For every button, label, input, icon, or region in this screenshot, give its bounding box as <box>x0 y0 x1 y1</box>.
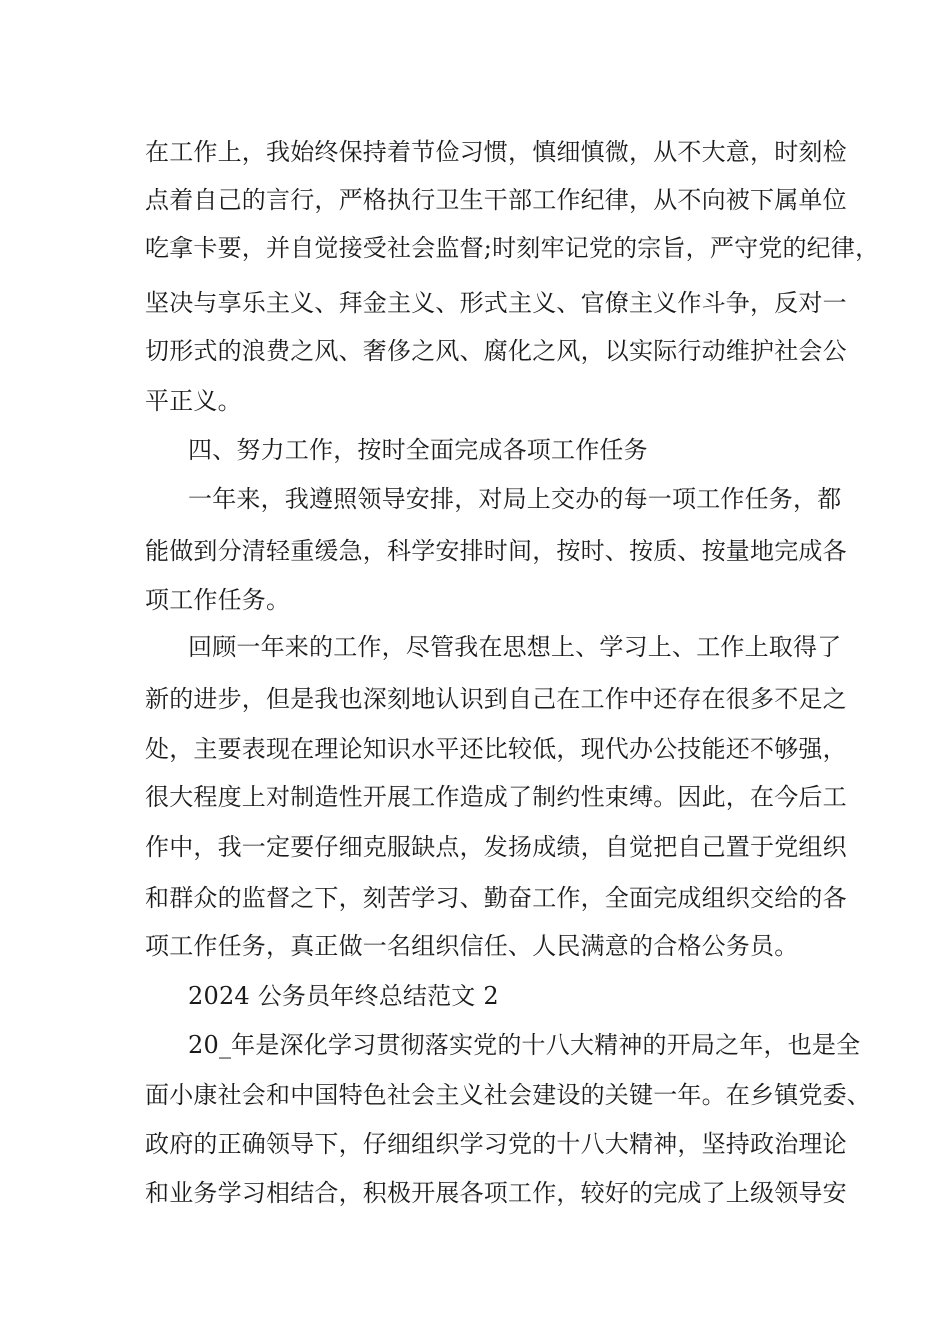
text-line: 和业务学习相结合，积极开展各项工作，较好的完成了上级领导安 <box>145 1179 847 1207</box>
text-line: 20_年是深化学习贯彻落实党的十八大精神的开局之年，也是全 <box>188 1031 861 1059</box>
text-line: 切形式的浪费之风、奢侈之风、腐化之风，以实际行动维护社会公 <box>145 337 847 365</box>
text-line: 很大程度上对制造性开展工作造成了制约性束缚。因此，在今后工 <box>145 783 847 811</box>
text-line: 坚决与享乐主义、拜金主义、形式主义、官僚主义作斗争，反对一 <box>145 289 847 317</box>
section-heading: 四、努力工作，按时全面完成各项工作任务 <box>188 436 648 464</box>
text-line: 点着自己的言行，严格执行卫生干部工作纪律，从不向被下属单位 <box>145 186 847 214</box>
text-line: 新的进步，但是我也深刻地认识到自己在工作中还存在很多不足之 <box>145 685 847 713</box>
text-line: 项工作任务，真正做一名组织信任、人民满意的合格公务员。 <box>145 932 799 960</box>
text-line: 一年来，我遵照领导安排，对局上交办的每一项工作任务，都 <box>188 485 842 513</box>
text-line: 和群众的监督之下，刻苦学习、勤奋工作，全面完成组织交给的各 <box>145 884 847 912</box>
text-line: 面小康社会和中国特色社会主义社会建设的关键一年。在乡镇党委、 <box>145 1081 871 1109</box>
text-line: 吃拿卡要，并自觉接受社会监督;时刻牢记党的宗旨，严守党的纪律， <box>145 234 880 262</box>
text-line: 平正义。 <box>145 387 242 415</box>
text-line: 能做到分清轻重缓急，科学安排时间，按时、按质、按量地完成各 <box>145 537 847 565</box>
section-title: 2024 公务员年终总结范文 2 <box>188 982 499 1010</box>
text-line: 在工作上，我始终保持着节俭习惯，慎细慎微，从不大意，时刻检 <box>145 138 847 166</box>
text-line: 作中，我一定要仔细克服缺点，发扬成绩，自觉把自己置于党组织 <box>145 833 847 861</box>
text-line: 回顾一年来的工作，尽管我在思想上、学习上、工作上取得了 <box>188 633 842 661</box>
text-line: 政府的正确领导下，仔细组织学习党的十八大精神，坚持政治理论 <box>145 1130 847 1158</box>
text-line: 处，主要表现在理论知识水平还比较低，现代办公技能还不够强， <box>145 735 847 763</box>
text-line: 项工作任务。 <box>145 586 291 614</box>
